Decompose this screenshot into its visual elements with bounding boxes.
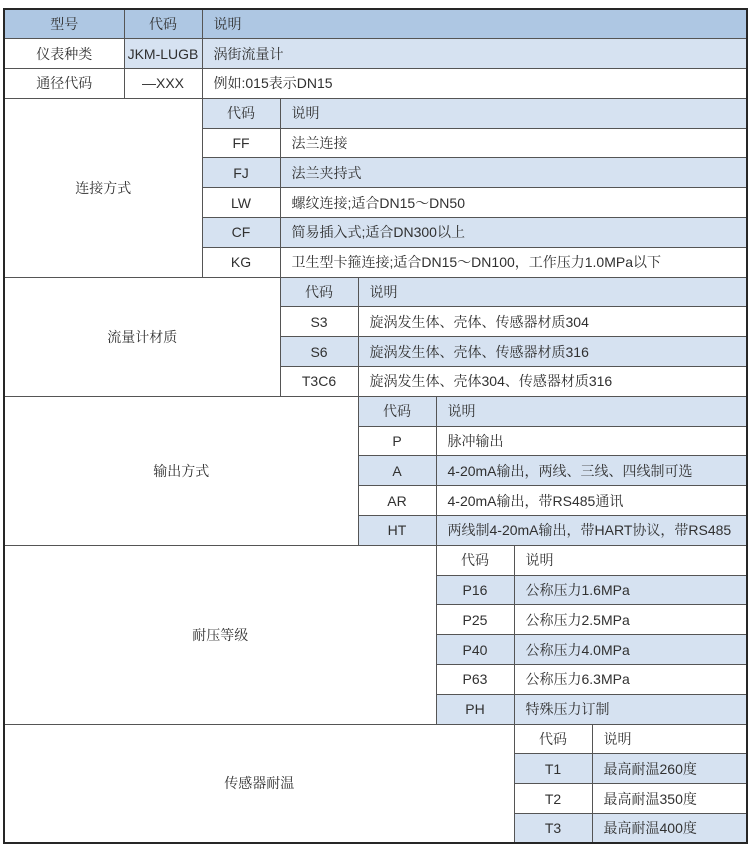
code-cell: T2 [514, 784, 592, 814]
sub-desc-header: 说明 [280, 98, 747, 128]
section-label-connection: 连接方式 [4, 98, 202, 277]
code-cell: P40 [436, 635, 514, 665]
code-cell: AR [358, 486, 436, 516]
desc-cell: 简易插入式;适合DN300以上 [280, 218, 747, 248]
header-code: 代码 [124, 9, 202, 39]
desc-cell: 旋涡发生体、壳体、传感器材质316 [358, 337, 747, 367]
code-cell: A [358, 456, 436, 486]
code-cell: PH [436, 694, 514, 724]
code-cell: —XXX [124, 69, 202, 99]
row-label-instrument-type: 仪表种类 [4, 39, 124, 69]
desc-cell: 4-20mA输出，两线、三线、四线制可选 [436, 456, 747, 486]
desc-cell: 螺纹连接;适合DN15～DN50 [280, 188, 747, 218]
row-label-diameter-code: 通径代码 [4, 69, 124, 99]
desc-cell: 公称压力1.6MPa [514, 575, 747, 605]
sub-code-header: 代码 [436, 545, 514, 575]
model-selection-table [3, 8, 748, 844]
desc-cell: 特殊压力订制 [514, 694, 747, 724]
sub-code-header: 代码 [358, 396, 436, 426]
section-label-temperature: 传感器耐温 [4, 724, 514, 843]
section-label-material: 流量计材质 [4, 277, 280, 396]
code-cell: FF [202, 128, 280, 158]
desc-cell: 两线制4-20mA输出，带HART协议，带RS485 [436, 516, 747, 546]
sub-desc-header: 说明 [514, 545, 747, 575]
sub-desc-header: 说明 [436, 396, 747, 426]
code-cell: S6 [280, 337, 358, 367]
desc-cell: 最高耐温350度 [592, 784, 747, 814]
table-row [4, 39, 747, 69]
table-row [4, 724, 747, 754]
sub-desc-header: 说明 [358, 277, 747, 307]
code-cell: T3 [514, 814, 592, 844]
code-cell: P16 [436, 575, 514, 605]
desc-cell: 脉冲输出 [436, 426, 747, 456]
code-cell: KG [202, 247, 280, 277]
code-cell: FJ [202, 158, 280, 188]
header-row [4, 9, 747, 39]
desc-cell: 公称压力6.3MPa [514, 665, 747, 695]
code-cell: P63 [436, 665, 514, 695]
code-cell: T1 [514, 754, 592, 784]
code-cell: P [358, 426, 436, 456]
desc-cell: 法兰连接 [280, 128, 747, 158]
code-cell: JKM-LUGB [124, 39, 202, 69]
desc-cell: 旋涡发生体、壳体304、传感器材质316 [358, 367, 747, 397]
table-row [4, 69, 747, 99]
desc-cell: 卫生型卡箍连接;适合DN15～DN100，工作压力1.0MPa以下 [280, 247, 747, 277]
sub-code-header: 代码 [514, 724, 592, 754]
code-cell: HT [358, 516, 436, 546]
desc-cell: 例如:015表示DN15 [202, 69, 747, 99]
sub-code-header: 代码 [280, 277, 358, 307]
desc-cell: 公称压力2.5MPa [514, 605, 747, 635]
sub-desc-header: 说明 [592, 724, 747, 754]
code-cell: LW [202, 188, 280, 218]
desc-cell: 涡街流量计 [202, 39, 747, 69]
table-row [4, 277, 747, 307]
code-cell: P25 [436, 605, 514, 635]
desc-cell: 最高耐温260度 [592, 754, 747, 784]
table-row [4, 396, 747, 426]
sub-code-header: 代码 [202, 98, 280, 128]
code-cell: S3 [280, 307, 358, 337]
code-cell: CF [202, 218, 280, 248]
code-cell: T3C6 [280, 367, 358, 397]
section-label-output: 输出方式 [4, 396, 358, 545]
table-row [4, 98, 747, 128]
header-desc: 说明 [202, 9, 747, 39]
table-row [4, 545, 747, 575]
desc-cell: 旋涡发生体、壳体、传感器材质304 [358, 307, 747, 337]
desc-cell: 法兰夹持式 [280, 158, 747, 188]
header-model: 型号 [4, 9, 124, 39]
desc-cell: 4-20mA输出，带RS485通讯 [436, 486, 747, 516]
section-label-pressure: 耐压等级 [4, 545, 436, 724]
desc-cell: 最高耐温400度 [592, 814, 747, 844]
desc-cell: 公称压力4.0MPa [514, 635, 747, 665]
